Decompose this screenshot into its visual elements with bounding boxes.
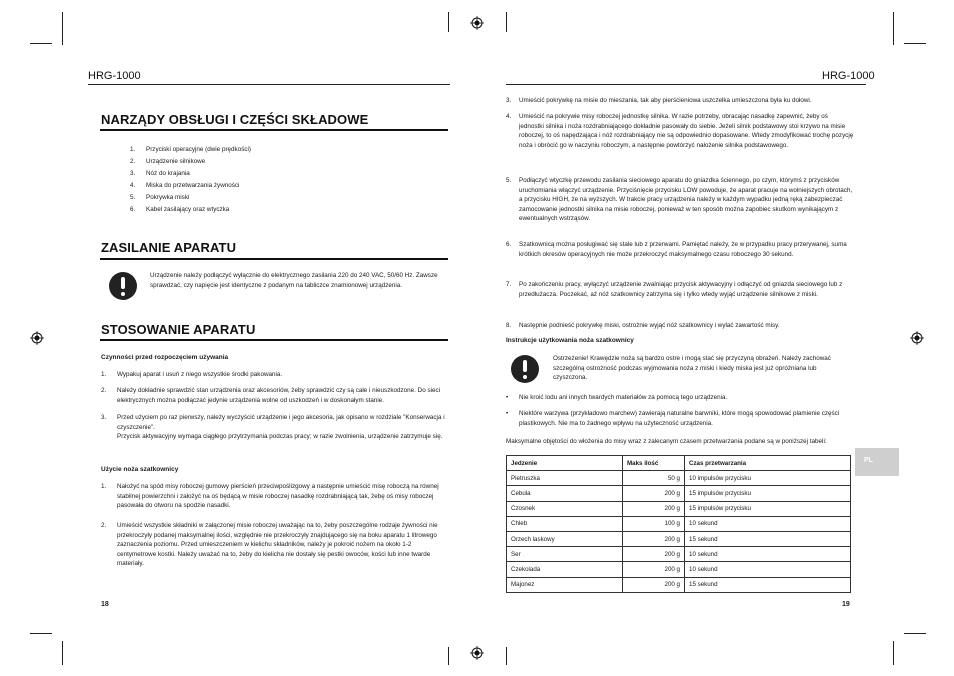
crop-mark — [448, 12, 449, 32]
registration-mark-icon — [470, 16, 484, 30]
warning-icon — [511, 355, 539, 383]
crop-mark — [893, 641, 894, 665]
crop-mark — [893, 12, 894, 45]
list-item: 5. Pokrywka miski — [130, 194, 190, 202]
parts-list — [130, 144, 390, 217]
processing-table — [506, 455, 851, 593]
section-title-usage: STOSOWANIE APARATU — [101, 322, 256, 337]
table-row: Czosnek 200 g 15 impulsów przycisku — [507, 501, 851, 516]
list-item: 3. Nóż do krajania — [130, 170, 190, 178]
crop-mark — [62, 641, 63, 665]
crop-mark — [448, 647, 449, 665]
list-item: 6. Szatkownicą można posługiwać się stale lub z przerwami. Pamiętać należy, że w przypadku pracy przerywanej, suma krótkich okresów operacyjnych nie może przekroczyć maksymalnego czasu roboczego 30 sekund. — [506, 241, 847, 258]
list-item: 1. Nałożyć na spód misy roboczej gumowy pierścień przeciwpoślizgowy a następnie umieścić misę roboczą na równej stabilnej powierzchni i założyć na oś będącą w misie roboczej nasadkę rozdrabniającą tak, żebę oś misy roboczej pasowała do otworu na spodzie nasadki. — [101, 483, 439, 509]
subheading-knife-use: Użycie noża szatkownicy — [101, 466, 179, 473]
crop-mark — [62, 12, 63, 45]
crop-mark — [30, 43, 52, 44]
page-number: 18 — [101, 601, 109, 608]
page-number: 19 — [842, 601, 850, 608]
table-row: Czekolada 200 g 10 sekund — [507, 562, 851, 577]
table-row: Ser 200 g 10 sekund — [507, 547, 851, 562]
crop-mark — [904, 43, 926, 44]
list-item: 7. Po zakończeniu pracy, wyłączyć urządzenie zwalniając przycisk aktywacyjny i odłączyć od gniazda sieciowego lub z przedłużacza. Poczekać, aż nóż szatkownicy zatrzyma się i tylko wtedy wyjąć urządzenie silnikowe z miski. — [506, 281, 843, 298]
table-header-row — [507, 456, 851, 471]
section-rule — [100, 339, 448, 341]
table-row: Pietruszka 50 g 10 impulsów przycisku — [507, 471, 851, 486]
header-rule — [506, 84, 866, 85]
model-label: HRG-1000 — [88, 70, 141, 82]
section-rule — [100, 258, 448, 260]
subheading-knife-instructions: Instrukcje użytkowania noża szatkownicy — [506, 337, 634, 344]
list-item: 4. Umieścić na pokrywie misy roboczej jednostkę silnika. W razie potrzeby, obracając nasadkę zapewnić, żeby oś jednostki silnika i noża rozdrabniającego dokładnie pasowały do siebie. Jeżeli silnik podstawowy stoi krzywo na misie roboczej, to oś napędzająca i nóż rozdrabniający nie są odpowiednio dopasowane. Wtedy zmodyfikować trochę pozycję noża i obrócić go w naczyniu roboczym, a następnie powtórzyć nałożenie silnika podstawowego. — [506, 113, 854, 149]
registration-mark-icon — [910, 331, 924, 345]
crop-mark — [30, 633, 52, 634]
crop-mark — [506, 12, 507, 32]
table-row: Chleb 100 g 10 sekund — [507, 516, 851, 531]
bullet-item: • Nie kroić lodu ani innych twardych materiałów za pomocą tego urządzenia. — [506, 394, 728, 401]
table-row: Cebula 200 g 15 impulsów przycisku — [507, 486, 851, 501]
list-item: 4. Miska do przetwarzania żywności — [130, 182, 240, 190]
column-header: Jedzenie — [507, 456, 623, 471]
section-rule — [100, 129, 448, 131]
list-item: 3. Umieścić pokrywkę na misie do mieszania, tak aby pierścieniowa uszczelka umieszczona była ku dołowi. — [506, 97, 812, 104]
section-title-parts: NARZĄDY OBSŁUGI I CZĘŚCI SKŁADOWE — [101, 112, 369, 127]
crop-mark — [904, 633, 926, 634]
list-item: 1. Przyciski operacyjne (dwie prędkości) — [130, 146, 251, 153]
list-item: 5. Podłączyć wtyczkę przewodu zasilania sieciowego aparatu do gniazdka ściennego, po czym, którymś z przycisków uruchomiania włączyć urządzenie. Przyciśnięcie przycisku LOW powoduje, że aparat pracuje na wolniejszych obrotach, a przycisku HIGH, że na wyższych. W trakcie pracy urządzenia należy w każdym wypadku jedną ręką zabezpieczać zamocowanie jednostki silnika na misie roboczej, ponieważ w ten sposób można zapobiec skutkom wynikającym z ewentualnych wstrząsów. — [506, 177, 853, 222]
list-item: 1. Wypakuj aparat i usuń z niego wszystkie środki pakowania. — [101, 371, 283, 378]
warning-icon — [109, 272, 137, 300]
crop-mark — [506, 647, 507, 665]
bullet-item: • Niektóre warzywa (przykładowo marchew) zawierają naturalne barwniki, które mogą spowodować plamienie części plastikowych. Nie ma to żadnego wpływu na użyteczność urządzenia. — [506, 410, 840, 427]
table-intro: Maksymalne objętości do włożenia do misy wraz z zalecanym czasem przetwarzania podane są w poniższej tabeli: — [506, 438, 827, 445]
power-warning-text: Urządzenie należy podłączyć wyłącznie do elektrycznego zasilania 220 do 240 VAC, 50/60 Hz. Zawsze sprawdzać, czy napięcie jest identyczne z podanym na tabliczce znamionowej urządzenia. — [150, 272, 438, 289]
list-item: 8. Następnie podnieść pokrywkę miski, ostrożnie wyjąć nóż szatkownicy i wylać zawartość misy. — [506, 322, 780, 329]
list-item: 2. Urządzenie silnikowe — [130, 158, 206, 166]
table-row: Majonez 200 g 15 sekund — [507, 577, 851, 592]
list-item: 2. Umieścić wszystkie składniki w załączonej misie roboczej uważając na to, żeby poszczególne rodzaje żywności nie przekroczyły podanej maksymalnej ilości, względnie nie przekroczyły znajdującego się na boku aparatu 1 litrowego zaznaczenia poziomu. Przed umieszczeniem w kielichu składników, należy je pokroić nożem na około 1-2 centymetrowe kostki. Należy uważać na to, żeby do kielicha nie dostały się pestki owoców, kości lub inne twarde materiały. — [101, 522, 438, 567]
subheading-before-use: Czynności przed rozpoczęciem używania — [101, 354, 229, 361]
model-label: HRG-1000 — [822, 70, 875, 82]
language-tab: PL — [855, 448, 899, 476]
column-header: Maks ilość — [623, 456, 685, 471]
list-item: 2. Należy dokładnie sprawdzić stan urządzenia oraz akcesoriów, żeby sprawdzić czy są całe i nieuszkodzone. Do sieci elektrycznych można podłączać jedynie urządzenia wolne od uszkodzeń i w doskonałym stanie. — [101, 387, 441, 404]
header-rule — [88, 84, 450, 85]
list-item: 3. Przed użyciem po raz pierwszy, należy wyczyścić urządzenie i jego akcesoria, jak opisano w rozdziale "Konserwacja i czyszczenie". Przycisk aktywacyjny wymaga ciągłego przytrzymania podczas pracy; w razie zwolnienia, urządzenie zatrzymuje się. — [101, 414, 445, 440]
table-row: Orzech laskowy 200 g 15 sekund — [507, 531, 851, 546]
column-header: Czas przetwarzania — [685, 456, 851, 471]
list-item: 6. Kabel zasilający oraz wtyczka — [130, 206, 230, 214]
registration-mark-icon — [30, 331, 44, 345]
section-title-power: ZASILANIE APARATU — [101, 240, 237, 255]
registration-mark-icon — [470, 646, 484, 660]
knife-warning-text: Ostrzeżenie! Krawędzie noża są bardzo ostre i mogą stać się przyczyną obrażeń. Należy zachować szczególną ostrożność podczas wyjmowania noża z miski i kiedy miska jest już opróżniana lub czyszczona. — [553, 355, 831, 381]
